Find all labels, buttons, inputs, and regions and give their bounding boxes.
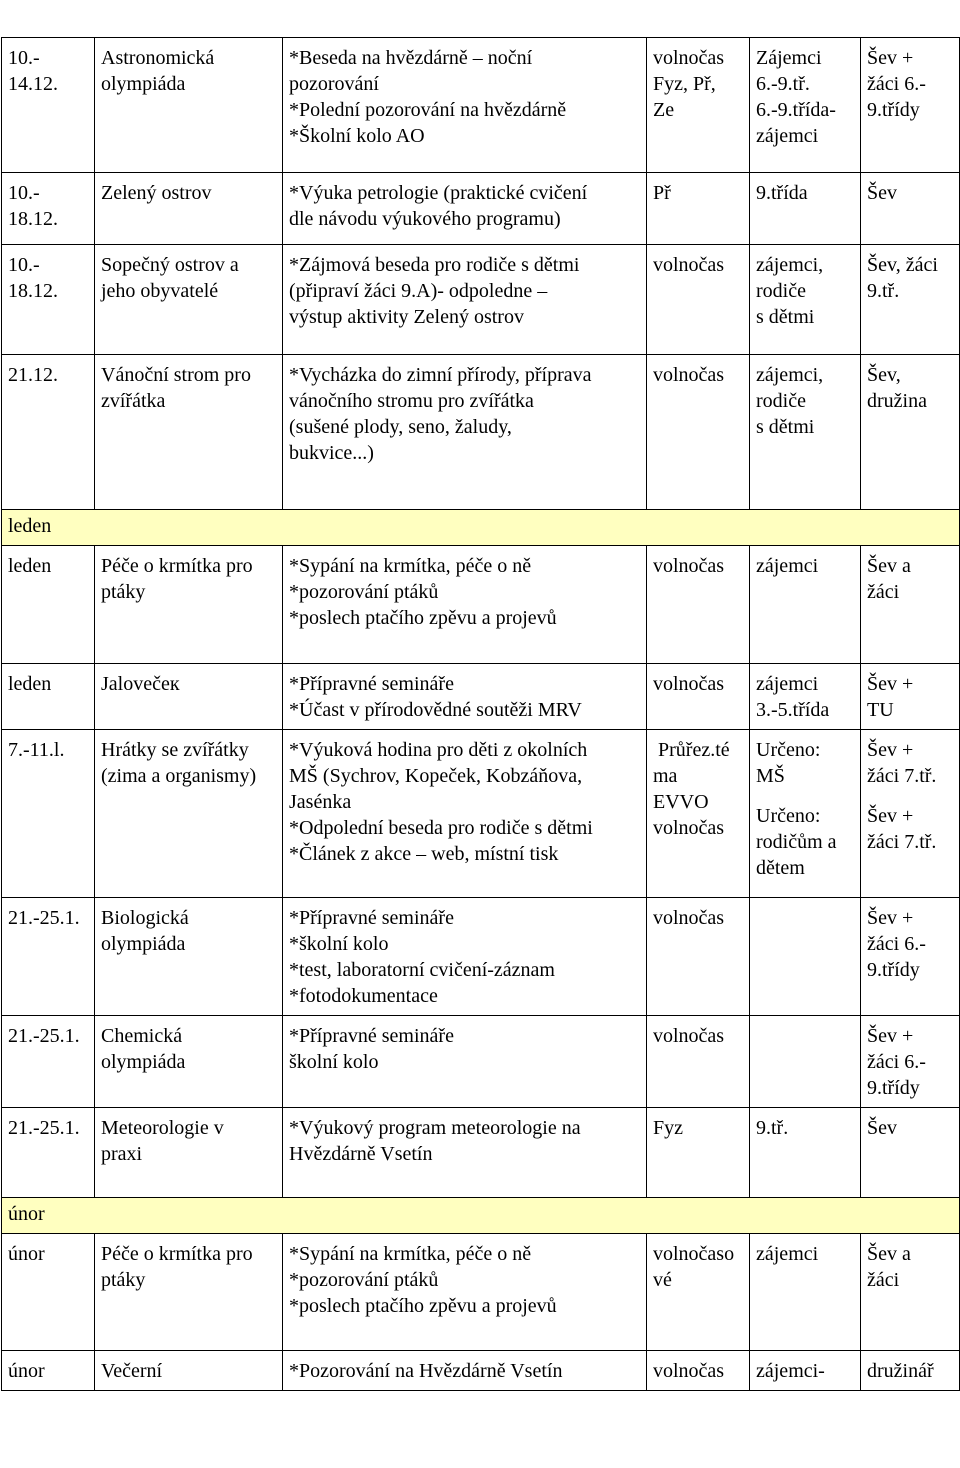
cell-line: vé (653, 1269, 672, 1291)
cell-line: volnočas (653, 47, 725, 69)
month-header-row (2, 1198, 960, 1234)
activity-name-cell (95, 546, 283, 664)
cell-line: Šev, žáci (867, 254, 938, 276)
cell-line: praxi (101, 1143, 143, 1165)
cell-line: Zájemci (756, 47, 822, 69)
cell-line: Šev + (867, 907, 914, 929)
cell-line: *Článek z akce – web, místní tisk (289, 843, 559, 865)
cell-line: s dětmi (756, 416, 815, 438)
cell-line: Průřez.té (653, 739, 730, 761)
activity-name-cell (95, 355, 283, 510)
target-group-cell (750, 1234, 861, 1351)
cell-line: Péče o krmítka pro (101, 555, 253, 577)
form-cell (647, 38, 750, 173)
cell-line: rodiče (756, 390, 806, 412)
date-cell (2, 245, 95, 355)
activity-description-cell (283, 38, 647, 173)
activity-description-cell (283, 1234, 647, 1351)
cell-line: žáci 6.- (867, 933, 926, 955)
activity-description-cell (283, 355, 647, 510)
form-cell (647, 173, 750, 245)
cell-line: Šev (867, 182, 897, 204)
cell-line: *Přípravné semináře (289, 673, 454, 695)
cell-line: 9.třída (756, 182, 808, 204)
activity-name-cell (95, 1108, 283, 1198)
cell-line: 18.12. (8, 208, 58, 230)
cell-line: volnočas (653, 817, 725, 839)
organizer-cell (861, 1108, 960, 1198)
cell-line: 9.tř. (756, 1117, 789, 1139)
table-row (2, 173, 960, 245)
cell-line: Biologická (101, 907, 189, 929)
activity-description-cell (283, 173, 647, 245)
cell-line: zvířátka (101, 390, 166, 412)
table-row (2, 1351, 960, 1391)
cell-line: zájemci, (756, 254, 824, 276)
cell-line: školní kolo (289, 1051, 379, 1073)
activity-name-cell (95, 664, 283, 730)
date-cell (2, 1234, 95, 1351)
target-group-cell (750, 898, 861, 1016)
cell-line: výstup aktivity Zelený ostrov (289, 306, 524, 328)
cell-line: pozorování (289, 73, 379, 95)
date-cell (2, 546, 95, 664)
cell-line: družinář (867, 1360, 934, 1382)
target-group-cell (750, 730, 861, 898)
form-cell (647, 1351, 750, 1391)
activity-description-cell (283, 1016, 647, 1108)
form-cell (647, 1234, 750, 1351)
cell-line: žáci (867, 1269, 900, 1291)
cell-line: jeho obyvatelé (101, 280, 219, 302)
table-row (2, 730, 960, 898)
date-cell (2, 1351, 95, 1391)
target-group-cell (750, 1351, 861, 1391)
cell-line: olympiáda (101, 933, 186, 955)
activity-description-cell (283, 1108, 647, 1198)
cell-line: Fyz (653, 1117, 683, 1139)
cell-line: *poslech ptačího zpěvu a projevů (289, 607, 557, 629)
table-row (2, 664, 960, 730)
cell-line: rodičům a (756, 831, 837, 853)
activity-name-cell (95, 730, 283, 898)
cell-line: *Přípravné semináře (289, 907, 454, 929)
cell-line: Šev + (867, 739, 914, 761)
date-cell (2, 730, 95, 898)
organizer-cell (861, 38, 960, 173)
organizer-cell (861, 664, 960, 730)
cell-line: Chemická (101, 1025, 183, 1047)
cell-line: žáci 6.- (867, 73, 926, 95)
cell-line: dětem (756, 857, 805, 879)
form-cell (647, 898, 750, 1016)
cell-line: Astronomická (101, 47, 215, 69)
cell-line: Jalovečeк (101, 673, 180, 695)
cell-line: *Vycházka do zimní přírody, příprava (289, 364, 592, 386)
activity-name-cell (95, 1016, 283, 1108)
cell-line: 10.- (8, 47, 40, 69)
cell-line: 21.12. (8, 364, 58, 386)
date-cell (2, 898, 95, 1016)
cell-line: olympiáda (101, 73, 186, 95)
table-row (2, 1108, 960, 1198)
cell-line: Hvězdárně Vsetín (289, 1143, 433, 1165)
cell-line: 6.-9.tř. (756, 73, 810, 95)
form-cell (647, 1108, 750, 1198)
cell-line: volnočas (653, 364, 725, 386)
activity-description-cell (283, 546, 647, 664)
target-group-cell (750, 664, 861, 730)
cell-line: Určeno: (756, 805, 821, 827)
target-group-cell (750, 173, 861, 245)
cell-line: zájemci (756, 1243, 819, 1265)
cell-line: *fotodokumentace (289, 985, 438, 1007)
cell-line: ma (653, 765, 678, 787)
cell-line: 21.-25.1. (8, 907, 80, 929)
form-cell (647, 355, 750, 510)
cell-line: 9.třídy (867, 99, 920, 121)
cell-line: ptáky (101, 1269, 146, 1291)
activity-name-cell (95, 173, 283, 245)
cell-line: zájemci- (756, 1360, 825, 1382)
cell-line: volnočas (653, 907, 725, 929)
cell-line: *Odpolední beseda pro rodiče s dětmi (289, 817, 593, 839)
cell-line: vánočního stromu pro zvířátka (289, 390, 534, 412)
activity-description-cell (283, 898, 647, 1016)
cell-line: zájemci (756, 673, 819, 695)
cell-line: žáci 6.- (867, 1051, 926, 1073)
cell-line: dle návodu výukového programu) (289, 208, 561, 230)
cell-line: Určeno: (756, 739, 821, 761)
table-row (2, 38, 960, 173)
cell-line: 21.-25.1. (8, 1025, 80, 1047)
cell-line: *Výuka petrologie (praktické cvičení (289, 182, 588, 204)
cell-line: ptáky (101, 581, 146, 603)
cell-line: olympiáda (101, 1051, 186, 1073)
table-row (2, 546, 960, 664)
activity-name-cell (95, 1234, 283, 1351)
month-label: leden (2, 510, 960, 546)
cell-line: Péče o krmítka pro (101, 1243, 253, 1265)
cell-line: Šev + (867, 673, 914, 695)
cell-line: *test, laboratorní cvičení-záznam (289, 959, 555, 981)
organizer-cell (861, 355, 960, 510)
activity-name-cell (95, 898, 283, 1016)
cell-line: MŠ (Sychrov, Kopeček, Kobzáňova, (289, 765, 583, 787)
activity-name-cell (95, 1351, 283, 1391)
organizer-cell (861, 730, 960, 898)
cell-line: *Sypání na krmítka, péče o ně (289, 1243, 532, 1265)
organizer-cell (861, 173, 960, 245)
cell-line: Šev a (867, 555, 911, 577)
cell-line: 21.-25.1. (8, 1117, 80, 1139)
form-cell (647, 1016, 750, 1108)
cell-line: Šev + (867, 1025, 914, 1047)
organizer-cell (861, 245, 960, 355)
cell-line: žáci (867, 581, 900, 603)
activity-name-cell (95, 38, 283, 173)
cell-line: *Výukový program meteorologie na (289, 1117, 581, 1139)
target-group-cell (750, 1016, 861, 1108)
cell-line: s dětmi (756, 306, 815, 328)
cell-line: Šev + (867, 47, 914, 69)
cell-line: volnočas (653, 673, 725, 695)
cell-line: volnočas (653, 254, 725, 276)
activity-description-cell (283, 1351, 647, 1391)
form-cell (647, 730, 750, 898)
activity-description-cell (283, 245, 647, 355)
month-label: únor (2, 1198, 960, 1234)
table-row (2, 898, 960, 1016)
cell-line: 10.- (8, 254, 40, 276)
cell-line: *pozorování ptáků (289, 581, 439, 603)
form-cell (647, 245, 750, 355)
cell-line: Jasénka (289, 791, 352, 813)
target-group-cell (750, 1108, 861, 1198)
schedule-body (2, 38, 960, 1391)
cell-line: 7.-11.l. (8, 739, 65, 761)
cell-line: Zelený ostrov (101, 182, 212, 204)
cell-line: leden (8, 555, 52, 577)
organizer-cell (861, 546, 960, 664)
cell-line: MŠ (756, 765, 785, 787)
cell-line: 9.tř. (867, 280, 900, 302)
cell-line: Př (653, 182, 671, 204)
cell-line: Ze (653, 99, 675, 121)
cell-line (756, 789, 854, 803)
cell-line: Šev (867, 1117, 897, 1139)
table-row (2, 1234, 960, 1351)
cell-line: *Beseda na hvězdárně – noční (289, 47, 533, 69)
cell-line: bukvice...) (289, 442, 374, 464)
cell-line: *Sypání na krmítka, péče o ně (289, 555, 532, 577)
table-row (2, 1016, 960, 1108)
date-cell (2, 664, 95, 730)
cell-line: *Výuková hodina pro děti z okolních (289, 739, 588, 761)
cell-line: volnočas (653, 555, 725, 577)
cell-line: zájemci (756, 125, 819, 147)
cell-line: Hrátky se zvířátky (101, 739, 249, 761)
form-cell (647, 664, 750, 730)
month-header-row (2, 510, 960, 546)
cell-line: *pozorování ptáků (289, 1269, 439, 1291)
cell-line: *Přípravné semináře (289, 1025, 454, 1047)
cell-line: (zima a organismy) (101, 765, 257, 787)
target-group-cell (750, 355, 861, 510)
cell-line: únor (8, 1243, 45, 1265)
cell-line: družina (867, 390, 927, 412)
cell-line: *Pozorování na Hvězdárně Vsetín (289, 1360, 563, 1382)
cell-line: Vánoční strom pro (101, 364, 251, 386)
cell-line: *poslech ptačího zpěvu a projevů (289, 1295, 557, 1317)
cell-line: 3.-5.třída (756, 699, 830, 721)
cell-line: (sušené plody, seno, žaludy, (289, 416, 512, 438)
cell-line: Šev, (867, 364, 901, 386)
table-row (2, 245, 960, 355)
date-cell (2, 355, 95, 510)
cell-line: volnočaso (653, 1243, 735, 1265)
cell-line: Fyz, Př, (653, 73, 716, 95)
cell-line: *školní kolo (289, 933, 389, 955)
activity-schedule-table (1, 37, 960, 1391)
target-group-cell (750, 546, 861, 664)
cell-line: TU (867, 699, 894, 721)
table-row (2, 355, 960, 510)
cell-line: 6.-9.třída- (756, 99, 836, 121)
cell-line: volnočas (653, 1360, 725, 1382)
form-cell (647, 546, 750, 664)
date-cell (2, 38, 95, 173)
cell-line: *Zájmová beseda pro rodiče s dětmi (289, 254, 580, 276)
cell-line: únor (8, 1360, 45, 1382)
cell-line (867, 789, 953, 803)
activity-description-cell (283, 730, 647, 898)
date-cell (2, 1016, 95, 1108)
cell-line: leden (8, 673, 52, 695)
activity-description-cell (283, 664, 647, 730)
cell-line: Šev + (867, 805, 914, 827)
activity-name-cell (95, 245, 283, 355)
date-cell (2, 1108, 95, 1198)
cell-line: 9.třídy (867, 1077, 920, 1099)
cell-line: 9.třídy (867, 959, 920, 981)
cell-line: volnočas (653, 1025, 725, 1047)
cell-line: 10.- (8, 182, 40, 204)
cell-line: *Polední pozorování na hvězdárně (289, 99, 567, 121)
cell-line: 14.12. (8, 73, 58, 95)
cell-line: (připraví žáci 9.A)- odpoledne – (289, 280, 548, 302)
organizer-cell (861, 1234, 960, 1351)
target-group-cell (750, 38, 861, 173)
cell-line: Šev a (867, 1243, 911, 1265)
organizer-cell (861, 898, 960, 1016)
target-group-cell (750, 245, 861, 355)
cell-line: *Školní kolo AO (289, 125, 425, 147)
cell-line: rodiče (756, 280, 806, 302)
organizer-cell (861, 1016, 960, 1108)
cell-line: EVVO (653, 791, 709, 813)
cell-line: žáci 7.tř. (867, 765, 937, 787)
cell-line: *Účast v přírodovědné soutěži MRV (289, 699, 582, 721)
cell-line: Meteorologie v (101, 1117, 224, 1139)
cell-line: žáci 7.tř. (867, 831, 937, 853)
cell-line: 18.12. (8, 280, 58, 302)
cell-line: zájemci, (756, 364, 824, 386)
organizer-cell (861, 1351, 960, 1391)
cell-line: Večerní (101, 1360, 163, 1382)
cell-line: Sopečný ostrov a (101, 254, 239, 276)
cell-line: zájemci (756, 555, 819, 577)
date-cell (2, 173, 95, 245)
